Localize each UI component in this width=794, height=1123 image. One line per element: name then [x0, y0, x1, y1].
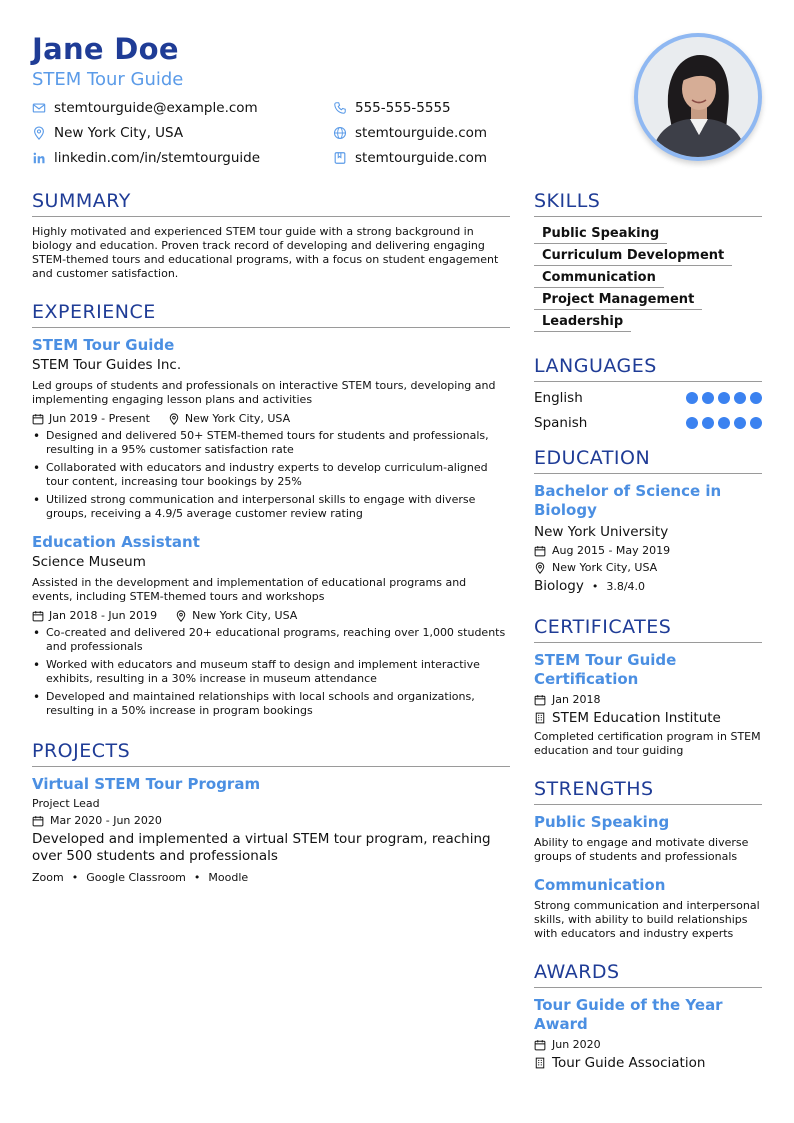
project-tools — [32, 871, 510, 884]
award-name: Tour Guide of the Year Award — [534, 996, 723, 1033]
job-title: Education Assistant — [32, 533, 200, 551]
certificate-issuer: STEM Education Institute — [552, 710, 721, 726]
email-text: stemtourguide@example.com — [54, 100, 258, 116]
skill-tag: Leadership — [534, 313, 631, 332]
education-dates-row — [534, 544, 762, 557]
job-bullets — [32, 429, 510, 521]
certificate-entry — [534, 651, 762, 758]
job-title: STEM Tour Guide — [32, 336, 175, 354]
level-dot — [750, 392, 762, 404]
location-text: New York City, USA — [54, 125, 184, 141]
summary-text: Highly motivated and experienced STEM tour guide with a strong background in biology and education. Proven track record of developing and delivering engaging STEM-themed tours and educational programs, with a focus on student engagement and customer satisfaction. — [32, 225, 499, 280]
job-location: New York City, USA — [192, 609, 298, 622]
job-company: Science Museum — [32, 554, 146, 570]
tool-tag: Zoom — [32, 871, 64, 884]
level-dot — [734, 392, 746, 404]
right-column — [534, 190, 762, 1075]
calendar-icon — [534, 545, 546, 557]
strength-description: Ability to engage and motivate diverse groups of students and professionals — [534, 836, 749, 863]
contact-location — [32, 125, 183, 141]
skills-heading: SKILLS — [534, 190, 762, 217]
tool-tag: Google Classroom — [86, 871, 186, 884]
field-of-study: Biology — [534, 578, 584, 594]
job-dates: Jan 2018 - Jun 2019 — [49, 609, 158, 622]
projects-heading: PROJECTS — [32, 740, 510, 767]
award-entry — [534, 996, 762, 1071]
candidate-name: Jane Doe — [32, 32, 179, 66]
experience-entry — [32, 336, 510, 521]
level-dot — [686, 417, 698, 429]
location-pin-icon — [168, 413, 180, 425]
candidate-title: STEM Tour Guide — [32, 69, 184, 90]
school: New York University — [534, 524, 669, 540]
languages-heading: LANGUAGES — [534, 355, 762, 382]
calendar-icon — [32, 610, 44, 622]
project-entry — [32, 775, 510, 884]
education-location-row — [534, 561, 762, 574]
award-date: Jun 2020 — [552, 1038, 601, 1051]
strength-name: Communication — [534, 876, 666, 894]
contact-email[interactable] — [32, 100, 258, 116]
skill-tag: Curriculum Development — [534, 247, 732, 266]
strength-description: Strong communication and interpersonal skills, with ability to build relationships with educators and industry experts — [534, 899, 760, 940]
contact-portfolio[interactable] — [333, 150, 487, 166]
skill-tag: Project Management — [534, 291, 702, 310]
location-pin-icon — [175, 610, 187, 622]
language-row — [534, 415, 762, 431]
level-dot — [702, 417, 714, 429]
tool-tag: Moodle — [208, 871, 249, 884]
certificate-name: STEM Tour Guide Certification — [534, 651, 677, 688]
language-level — [686, 417, 762, 429]
profile-photo — [634, 33, 762, 161]
award-issuer-row — [534, 1055, 762, 1071]
level-dot — [718, 417, 730, 429]
experience-entry — [32, 533, 510, 718]
calendar-icon — [32, 815, 44, 827]
contact-phone[interactable] — [333, 100, 451, 116]
level-dot — [686, 392, 698, 404]
linkedin-icon — [32, 151, 46, 165]
project-dates: Mar 2020 - Jun 2020 — [50, 814, 162, 827]
certificate-date: Jan 2018 — [552, 693, 601, 706]
job-bullets — [32, 626, 510, 718]
experience-heading: EXPERIENCE — [32, 301, 510, 328]
strength-entry — [534, 876, 762, 941]
certificates-heading: CERTIFICATES — [534, 616, 762, 643]
education-entry — [534, 482, 762, 594]
language-name: Spanish — [534, 415, 588, 431]
skill-tag: Communication — [534, 269, 664, 288]
job-location: New York City, USA — [184, 412, 291, 425]
skills-list — [534, 225, 762, 335]
calendar-icon — [534, 1039, 546, 1051]
avatar — [638, 37, 758, 157]
strength-name: Public Speaking — [534, 813, 670, 831]
language-level — [686, 392, 762, 404]
skill-tag: Public Speaking — [534, 225, 667, 244]
contact-linkedin[interactable] — [32, 150, 260, 166]
job-meta — [32, 412, 510, 425]
phone-text: 555-555-5555 — [355, 100, 451, 116]
separator-dot: • — [591, 579, 599, 593]
certificate-description: Completed certification program in STEM education and tour guiding — [534, 730, 761, 757]
award-issuer: Tour Guide Association — [552, 1055, 706, 1071]
certificate-issuer-row — [534, 710, 762, 726]
list-item: • Utilized strong communication and interpersonal skills to engage with diverse groups, receiving a 4.9/5 average customer review rating — [32, 493, 510, 521]
language-name: English — [534, 390, 583, 406]
level-dot — [734, 417, 746, 429]
education-location: New York City, USA — [552, 561, 658, 574]
education-dates: Aug 2015 - May 2019 — [552, 544, 671, 557]
project-name: Virtual STEM Tour Program — [32, 775, 261, 793]
bookmark-icon — [333, 151, 347, 165]
separator-dot: • — [193, 871, 201, 884]
award-date-row — [534, 1038, 762, 1051]
summary-heading: SUMMARY — [32, 190, 510, 217]
level-dot — [750, 417, 762, 429]
contact-website[interactable] — [333, 125, 487, 141]
list-item: • Developed and maintained relationships with local schools and organizations, resulting in a 50% increase in program bookings — [32, 690, 510, 718]
calendar-icon — [32, 413, 44, 425]
location-pin-icon — [534, 562, 546, 574]
project-role: Project Lead — [32, 797, 100, 810]
linkedin-text: linkedin.com/in/stemtourguide — [54, 150, 261, 166]
website-text: stemtourguide.com — [355, 125, 488, 141]
list-item: • Designed and delivered 50+ STEM-themed tours for students and professionals, resulting in a 95% customer satisfaction rate — [32, 429, 510, 457]
job-meta — [32, 609, 510, 622]
gpa: 3.8/4.0 — [606, 579, 646, 593]
job-dates: Jun 2019 - Present — [49, 412, 150, 425]
list-item: • Worked with educators and museum staff to design and implement interactive exhibits, resulting in a 30% increase in museum attendance — [32, 658, 510, 686]
list-item: • Collaborated with educators and industry experts to develop curriculum-aligned tour content, increasing tour bookings by 25% — [32, 461, 510, 489]
education-heading: EDUCATION — [534, 447, 762, 474]
list-item: • Co-created and delivered 20+ educational programs, reaching over 1,000 students and professionals — [32, 626, 510, 654]
phone-icon — [333, 101, 347, 115]
level-dot — [718, 392, 730, 404]
degree: Bachelor of Science in Biology — [534, 482, 722, 519]
email-icon — [32, 101, 46, 115]
project-dates-row — [32, 814, 510, 827]
awards-heading: AWARDS — [534, 961, 762, 988]
portfolio-text: stemtourguide.com — [355, 150, 488, 166]
strengths-heading: STRENGTHS — [534, 778, 762, 805]
language-row — [534, 390, 762, 406]
separator-dot: • — [71, 871, 79, 884]
left-column — [32, 190, 510, 884]
building-icon — [534, 712, 546, 724]
gpa-row — [534, 578, 762, 594]
strength-entry — [534, 813, 762, 864]
level-dot — [702, 392, 714, 404]
building-icon — [534, 1057, 546, 1069]
location-pin-icon — [32, 126, 46, 140]
job-description: Assisted in the development and implementation of educational programs and events, including STEM-themed tours and workshops — [32, 576, 467, 603]
globe-icon — [333, 126, 347, 140]
calendar-icon — [534, 694, 546, 706]
project-description: Developed and implemented a virtual STEM tour program, reaching over 500 students and professionals — [32, 831, 491, 864]
job-company: STEM Tour Guides Inc. — [32, 357, 182, 373]
job-description: Led groups of students and professionals on interactive STEM tours, developing and implementing engaging lesson plans and activities — [32, 379, 496, 406]
certificate-date-row — [534, 693, 762, 706]
